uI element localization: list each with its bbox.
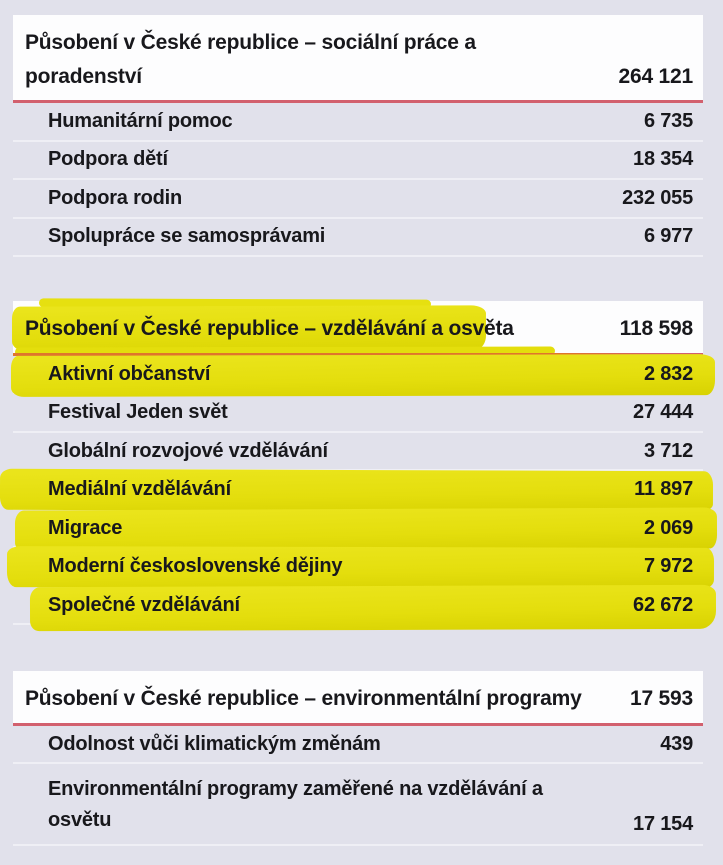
table-row (13, 103, 703, 142)
section-title: Působení v České republice – sociální práce a poradenství (25, 31, 476, 88)
report-table (13, 15, 703, 846)
section-social-work (13, 15, 703, 257)
row-label: Aktivní občanství (48, 362, 211, 385)
section-title: Působení v České republice – vzdělávání a osvěta (25, 317, 514, 341)
row-label: Spolupráce se samosprávami (48, 225, 326, 248)
section-total: 264 121 (618, 64, 693, 88)
row-label: Humanitární pomoc (48, 109, 233, 132)
table-row-highlighted (13, 548, 703, 587)
row-label: Mediální vzdělávání (48, 478, 231, 501)
row-value: 18 354 (633, 148, 693, 171)
row-label: Migrace (48, 516, 123, 539)
section-education (13, 301, 703, 625)
row-value: 6 977 (643, 225, 693, 248)
row-label: Odolnost vůči klimatickým změnám (48, 732, 381, 755)
row-label: Moderní československé dějiny (48, 555, 343, 578)
section-header (13, 301, 703, 353)
row-value: 17 154 (633, 813, 693, 836)
table-row (13, 180, 703, 219)
row-value: 7 972 (643, 555, 693, 578)
section-total: 118 598 (619, 317, 693, 341)
row-label: Společné vzdělávání (48, 593, 240, 616)
table-row (13, 219, 703, 258)
row-value: 439 (660, 732, 693, 755)
row-label: Festival Jeden svět (48, 401, 228, 424)
row-value: 232 055 (622, 186, 693, 209)
row-label: Globální rozvojové vzdělávání (48, 439, 328, 462)
table-row (13, 142, 703, 181)
section-title: Působení v České republice – environmentální programy (25, 687, 582, 711)
table-row-highlighted (13, 510, 703, 549)
section-total: 17 593 (629, 687, 693, 711)
row-value: 2 069 (643, 516, 693, 539)
table-row (13, 764, 703, 846)
row-label: Podpora dětí (48, 148, 168, 171)
table-row-highlighted (13, 471, 703, 510)
row-value: 6 735 (643, 109, 693, 132)
row-value: 11 897 (634, 478, 693, 501)
row-label: Podpora rodin (48, 186, 183, 209)
section-header (13, 15, 703, 100)
row-value: 2 832 (643, 362, 693, 385)
table-row (13, 394, 703, 433)
section-header (13, 671, 703, 723)
section-environment (13, 671, 703, 846)
table-row (13, 433, 703, 472)
row-value: 62 672 (633, 593, 693, 616)
row-value: 3 712 (643, 439, 693, 462)
table-row-highlighted (13, 587, 703, 626)
table-row (13, 726, 703, 765)
table-row-highlighted (13, 356, 703, 395)
row-label: Environmentální programy zaměřené na vzdělávání a osvětu (48, 778, 543, 832)
row-value: 27 444 (633, 401, 693, 424)
